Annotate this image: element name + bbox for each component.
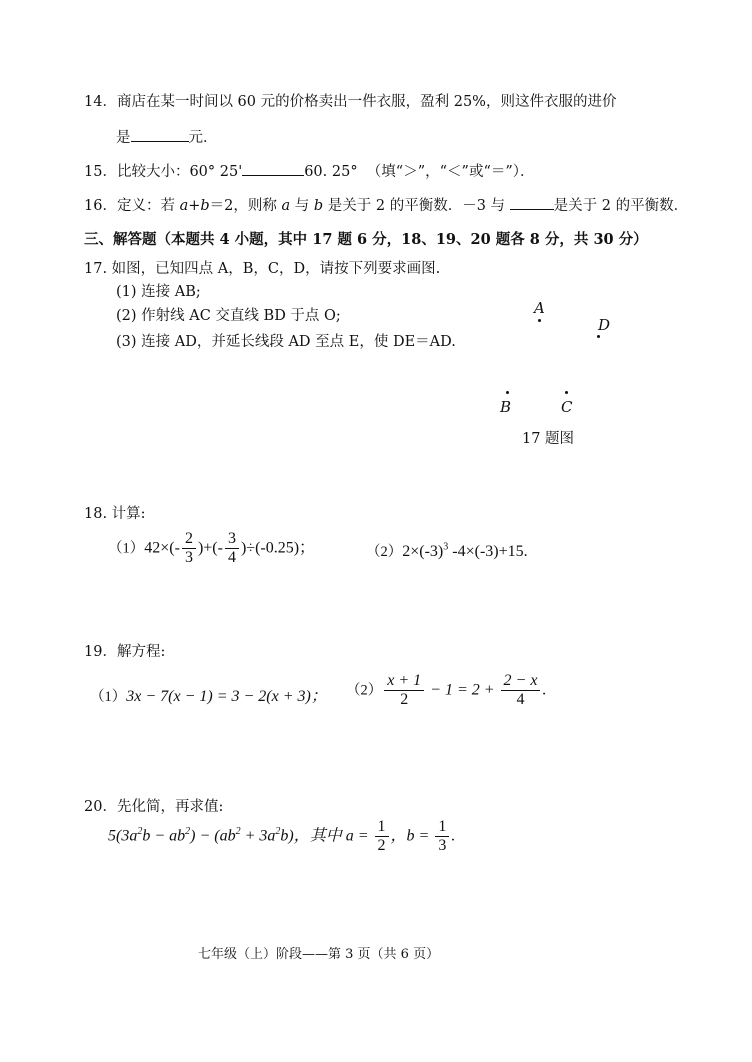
exponent: 2 [275,826,281,838]
question-number: 16． [84,198,117,214]
question-14 [84,90,616,111]
question-text: 是 [116,130,131,146]
question-text: （填“＞”，“＜”或“＝”）． [366,164,535,180]
question-number: 14． [84,94,117,110]
figure-caption: 17 题图 [522,431,575,447]
fraction-denominator: 4 [516,691,525,709]
question-17-intro: 17. 如图，已知四点 A，B，C，D，请按下列要求画图. [84,261,441,277]
fraction [375,818,389,856]
math-text: )÷(-0.25)； [240,539,316,557]
math-text: )+(- [197,539,223,557]
exponent: 2 [185,826,191,838]
exponent: 3 [443,541,449,553]
question-20-header: 20．先化简，再求值: [84,799,224,815]
fraction-numerator: 2 − x [501,672,541,691]
question-18-header: 18. 计算: [84,506,146,522]
question-text: 60. 25° [304,164,358,180]
question-16 [84,194,688,215]
part-label: （1） [90,689,127,705]
math-text: . [542,681,547,699]
fraction-denominator: 2 [400,691,409,709]
math-text: 5(3a [108,827,138,845]
fraction [225,530,239,568]
fraction-numerator: x + 1 [384,672,424,691]
math-text: b − ab [142,827,186,845]
question-15 [84,160,535,181]
fraction [182,530,196,568]
question-text: ＝2，则称 [209,198,282,214]
math-text: + 3a [240,827,276,845]
point-d [597,335,600,338]
fraction-numerator: 1 [435,818,449,837]
part-label: （2） [366,544,403,560]
point-b [506,391,509,394]
fraction-numerator: 2 [182,530,196,549]
math-text: . [451,827,456,845]
math-var: b [313,198,324,214]
part-label: （1） [108,540,145,557]
part-label: （2） [346,682,383,699]
question-text: 定义：若 [116,198,180,214]
exponent: 2 [137,826,143,838]
question-17-item-1: (1) 连接 AB; [116,284,201,300]
question-18-part-2 [366,540,528,561]
fraction-denominator: 3 [438,837,447,855]
point-c [565,391,568,394]
point-label-a: A [534,299,545,317]
math-var: a [281,198,291,214]
question-17-item-2: (2) 作射线 AC 交直线 BD 于点 O; [116,308,341,324]
math-text: b) [280,827,294,845]
answer-blank[interactable] [242,161,304,177]
point-a [538,319,541,322]
question-text: 商店在某一时间以 60 元的价格卖出一件衣服，盈利 25%，则这件衣服的进价 [116,94,617,110]
math-text: 3x − 7(x − 1) = 3 − 2(x + 3)； [126,688,327,705]
question-20-expression [108,818,455,856]
math-text: ，b = [390,827,434,845]
question-text: 元． [188,130,218,146]
math-text: ，其中 a = [293,827,373,845]
page-footer: 七年级（上）阶段——第 3 页（共 6 页） [198,947,440,962]
fraction [501,672,541,710]
math-text: 2×(-3) [402,543,444,560]
question-19-header: 19．解方程: [84,644,166,660]
fraction [435,818,449,856]
fraction-numerator: 1 [375,818,389,837]
question-19-part-2 [346,672,546,710]
point-label-d: D [598,316,611,334]
point-label-c: C [561,398,573,416]
question-text: 是关于 2 的平衡数． [553,198,689,214]
question-19-part-1 [90,683,327,706]
answer-blank[interactable] [131,127,189,143]
fraction-numerator: 3 [225,530,239,549]
question-14-line2 [116,126,218,147]
question-text: 是关于 2 的平衡数．－3 与 [323,198,510,214]
question-text: 与 [290,198,314,214]
question-17-item-3: (3) 连接 AD，并延长线段 AD 至点 E，使 DE＝AD. [116,334,456,350]
math-text: 42×(- [144,539,180,557]
math-text: − 1 = 2 + [426,681,499,699]
section-title: 三、解答题（本题共 4 小题，其中 17 题 6 分，18、19、20 题各 8 分，共 30 分） [84,231,648,248]
point-label-b: B [500,398,512,416]
fraction-denominator: 2 [377,837,386,855]
answer-blank[interactable] [510,195,554,211]
fraction-denominator: 4 [227,549,236,567]
fraction [384,672,424,710]
math-text: ) − (ab [190,827,236,845]
math-text: -4×(-3)+15. [448,543,528,560]
question-18-part-1 [108,530,315,568]
exponent: 2 [235,826,241,838]
question-number: 15． [84,164,117,180]
fraction-denominator: 3 [184,549,193,567]
math-var: a+b [179,198,210,214]
question-text: 比较大小：60° 25' [116,164,243,180]
